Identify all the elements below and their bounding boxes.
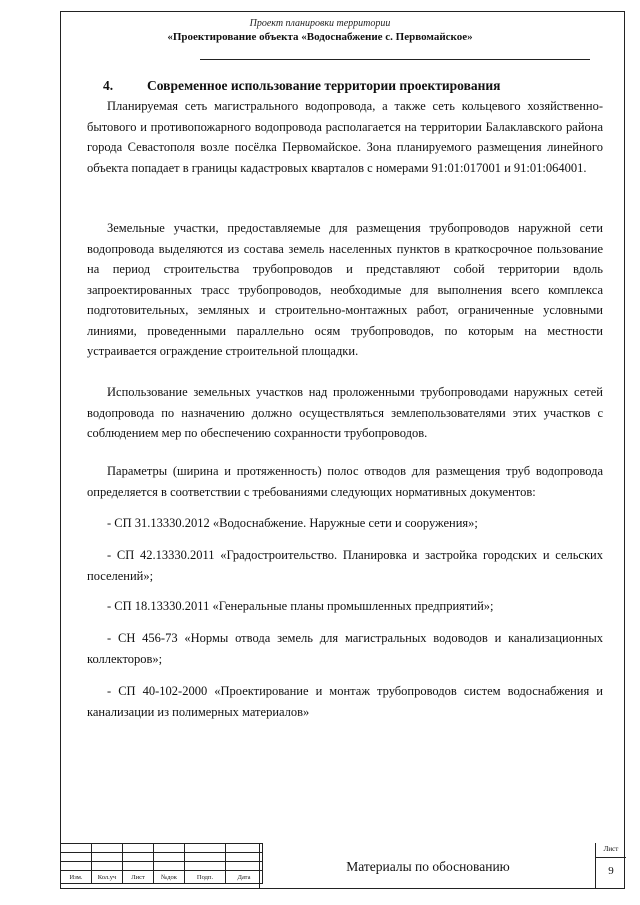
- stamp-label-izm: Изм.: [61, 871, 92, 884]
- stamp-label-list: Лист: [123, 871, 154, 884]
- section-heading: [103, 78, 500, 94]
- list-item-sp18: - СП 18.13330.2011 «Генеральные планы промышленных предприятий»;: [107, 599, 494, 613]
- header-rule: [200, 59, 590, 60]
- stamp-label-podp: Подп.: [185, 871, 226, 884]
- list-item-sp40: - СП 40-102-2000 «Проектирование и монтаж трубопроводов систем водоснабжения и канализации из полимерных материалов»: [87, 684, 603, 719]
- stamp-document-title-cell: [259, 843, 596, 889]
- title-block: [60, 843, 625, 889]
- paragraph-3: Использование земельных участков над проложенными трубопроводами наружных сетей водопровода по назначению должно осуществляться землепользователями этих участков с соблюдением мер по обеспечению сохранности трубопроводов.: [87, 385, 603, 440]
- sheet-label: Лист: [596, 845, 626, 858]
- section-number: 4.: [103, 78, 114, 93]
- stamp-label-ndok: №док: [154, 871, 185, 884]
- list-item-sp31: - СП 31.13330.2012 «Водоснабжение. Наружные сети и сооружения»;: [107, 516, 478, 530]
- header-title: «Проектирование объекта «Водоснабжение с. Первомайское»: [167, 31, 473, 43]
- stamp-label-data: Дата: [226, 871, 263, 884]
- paragraph-1: Планируемая сеть магистрального водопровода, а также сеть кольцевого хозяйственно-бытового и противопожарного водопровода располагается на территории Балаклавского района города Севастополя возле посёлка Первомайское. Зона планируемого размещения линейного объекта попадает в границы кадастровых кварталов с номерами 91:01:017001 и 91:01:064001.: [87, 99, 603, 175]
- stamp-document-title: Материалы по обоснованию: [346, 859, 510, 874]
- sheet-number-cell: [595, 843, 626, 889]
- list-item-sp42: - СП 42.13330.2011 «Градостроительство. Планировка и застройка городских и сельских поселений»;: [87, 548, 603, 583]
- section-title: Современное использование территории проектирования: [147, 78, 501, 93]
- header-subtitle: Проект планировки территории: [249, 18, 391, 29]
- sheet-number: 9: [608, 865, 614, 877]
- paragraph-4: Параметры (ширина и протяженность) полос отводов для размещения труб водопровода определяется в соответствии с требованиями следующих нормативных документов:: [87, 464, 603, 499]
- stamp-label-kol: Кол.уч: [92, 871, 123, 884]
- paragraph-2: Земельные участки, предоставляемые для размещения трубопроводов наружной сети водопровода выделяются из состава земель населенных пунктов в краткосрочное пользование на период строительства трубопроводов и представляют собой территории вдоль запроектированных трасс трубопроводов, необходимые для выполнения всего комплекса подготовительных, земляных и строительно-монтажных работ, ограниченные условными линиями, проведенными параллельно осям трубопроводов, по которым на местности устраивается ограждение строительной площадки.: [87, 221, 603, 358]
- list-item-sn456: - СН 456-73 «Нормы отвода земель для магистральных водоводов и канализационных коллекторов»;: [87, 631, 603, 666]
- title-block-grid: [60, 843, 263, 884]
